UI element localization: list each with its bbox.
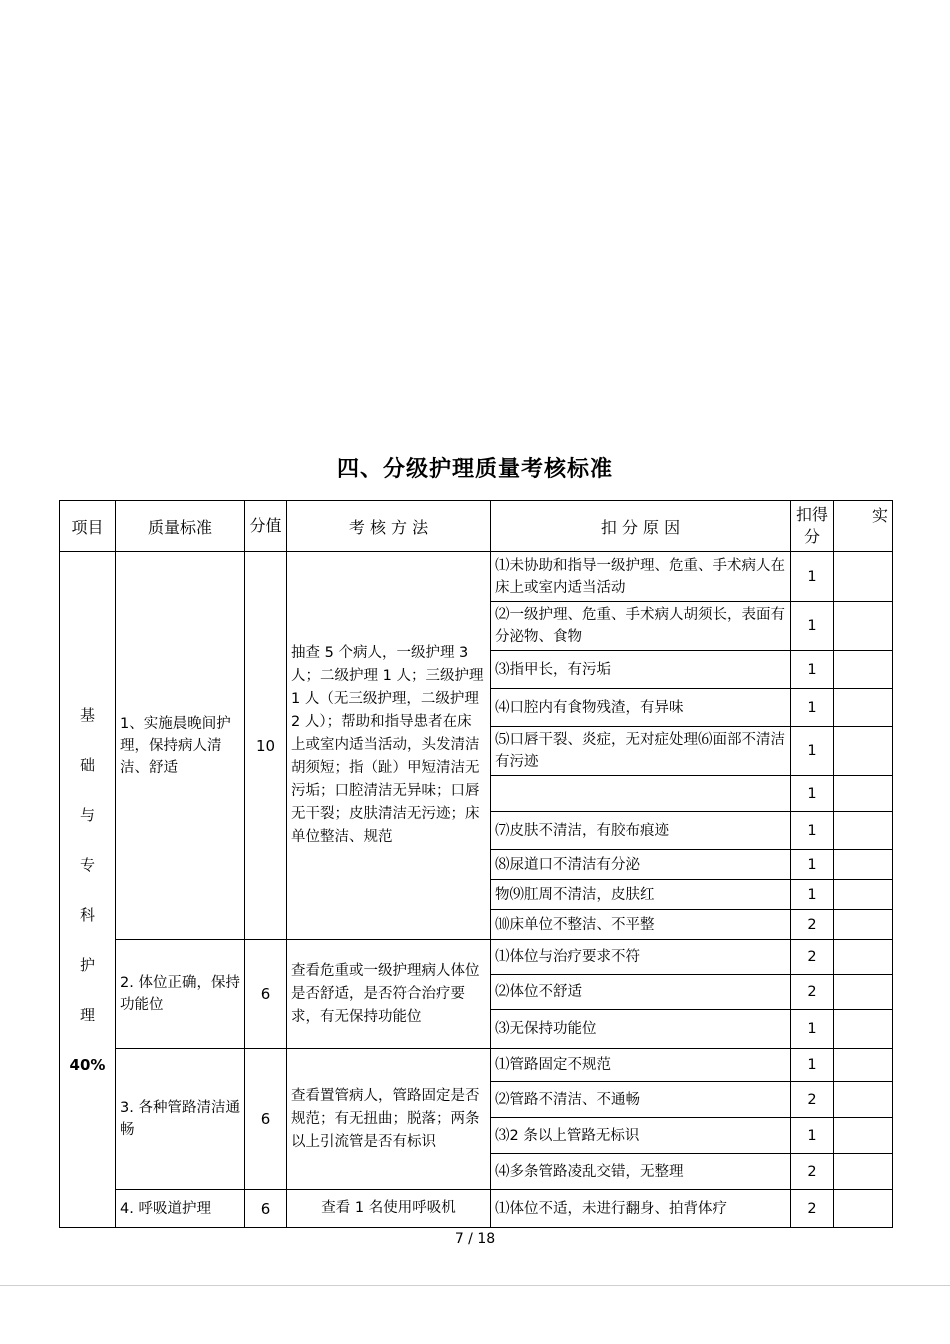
assessment-method: 查看置管病人，管路固定是否规范；有无扭曲；脱落；两条以上引流管是否有标识 (287, 1049, 491, 1190)
score-value: 6 (245, 940, 287, 1049)
table-row (60, 1049, 893, 1082)
deduction-reason: ⑴未协助和指导一级护理、危重、手术病人在床上或室内适当活动 (491, 552, 791, 602)
deduction-score: 2 (791, 1190, 834, 1228)
actual-score-cell (834, 1118, 893, 1154)
deduction-score: 2 (791, 1154, 834, 1190)
deduction-reason: ⑽床单位不整洁、不平整 (491, 910, 791, 940)
actual-score-cell (834, 552, 893, 602)
deduction-reason: ⑵体位不舒适 (491, 975, 791, 1010)
actual-score-cell (834, 1082, 893, 1118)
quality-standard: 4. 呼吸道护理 (116, 1190, 245, 1228)
header-actual: 实 (834, 501, 893, 552)
deduction-reason: ⑴体位不适，未进行翻身、拍背体疗 (491, 1190, 791, 1228)
deduction-reason: ⑴体位与治疗要求不符 (491, 940, 791, 975)
deduction-score: 2 (791, 910, 834, 940)
assessment-method: 查看 1 名使用呼吸机 (287, 1190, 491, 1228)
deduction-reason: ⑵管路不清洁、不通畅 (491, 1082, 791, 1118)
actual-score-cell (834, 850, 893, 880)
score-value: 10 (245, 552, 287, 940)
actual-score-cell (834, 689, 893, 727)
category-char: 理 (79, 1005, 95, 1024)
deduction-score: 1 (791, 1118, 834, 1154)
deduction-reason: ⑴管路固定不规范 (491, 1049, 791, 1082)
deduction-score: 2 (791, 975, 834, 1010)
deduction-score: 1 (791, 552, 834, 602)
assessment-method: 抽查 5 个病人，一级护理 3 人；二级护理 1 人；三级护理 1 人（无三级护理，二级护理 2 人）；帮助和指导患者在床上或室内适当活动，头发清洁胡须短；指（趾）甲短清洁无污垢；口腔清洁无异味；口唇无干裂；皮肤清洁无污迹；床单位整洁、规范 (287, 552, 491, 940)
header-deduct: 扣得分 (791, 501, 834, 552)
deduction-reason: ⑷口腔内有食物残渣，有异味 (491, 689, 791, 727)
header-standard: 质量标准 (116, 501, 245, 552)
header-item: 项目 (60, 501, 116, 552)
deduction-reason: ⑷多条管路凌乱交错，无整理 (491, 1154, 791, 1190)
actual-score-cell (834, 727, 893, 776)
deduction-score: 1 (791, 812, 834, 850)
actual-score-cell (834, 975, 893, 1010)
category-cell (60, 552, 116, 1228)
table-row (60, 940, 893, 975)
header-method: 考 核 方 法 (287, 501, 491, 552)
table-row (60, 552, 893, 602)
assessment-method: 查看危重或一级护理病人体位是否舒适，是否符合治疗要求，有无保持功能位 (287, 940, 491, 1049)
score-value: 6 (245, 1190, 287, 1228)
deduction-score: 2 (791, 1082, 834, 1118)
category-char: 护 (79, 955, 95, 974)
deduction-score: 1 (791, 727, 834, 776)
quality-standard: 3. 各种管路清洁通畅 (116, 1049, 245, 1190)
deduction-reason (491, 776, 791, 812)
actual-score-cell (834, 1154, 893, 1190)
actual-score-cell (834, 940, 893, 975)
page-divider (0, 1285, 950, 1286)
assessment-table (59, 500, 893, 1228)
actual-score-cell (834, 910, 893, 940)
category-char: 础 (79, 755, 95, 774)
deduction-reason: 物⑼肛周不清洁，皮肤红 (491, 880, 791, 910)
actual-score-cell (834, 602, 893, 651)
header-score: 分值 (245, 501, 287, 552)
deduction-reason: ⑻尿道口不清洁有分泌 (491, 850, 791, 880)
actual-score-cell (834, 651, 893, 689)
deduction-reason: ⑶指甲长，有污垢 (491, 651, 791, 689)
category-percent: 40% (69, 1055, 106, 1074)
deduction-reason: ⑶2 条以上管路无标识 (491, 1118, 791, 1154)
deduction-score: 1 (791, 651, 834, 689)
actual-score-cell (834, 776, 893, 812)
deduction-score: 1 (791, 850, 834, 880)
page-number: 7 / 18 (454, 1231, 496, 1247)
actual-score-cell (834, 1049, 893, 1082)
deduction-score: 1 (791, 880, 834, 910)
deduction-score: 1 (791, 776, 834, 812)
deduction-reason: ⑸口唇干裂、炎症，无对症处理⑹面部不清洁有污迹 (491, 727, 791, 776)
deduction-score: 1 (791, 689, 834, 727)
actual-score-cell (834, 880, 893, 910)
deduction-score: 2 (791, 940, 834, 975)
quality-standard: 1、实施晨晚间护理，保持病人清洁、舒适 (116, 552, 245, 940)
table-row (60, 1190, 893, 1228)
score-value: 6 (245, 1049, 287, 1190)
header-reason: 扣 分 原 因 (491, 501, 791, 552)
category-char: 与 (79, 805, 95, 824)
category-char: 科 (79, 905, 95, 924)
deduction-score: 1 (791, 1010, 834, 1049)
header-row (60, 501, 893, 552)
deduction-score: 1 (791, 602, 834, 651)
deduction-reason: ⑺皮肤不清洁，有胶布痕迹 (491, 812, 791, 850)
actual-score-cell (834, 812, 893, 850)
page-title: 四、分级护理质量考核标准 (336, 457, 613, 482)
deduction-score: 1 (791, 1049, 834, 1082)
category-char: 专 (79, 855, 95, 874)
actual-score-cell (834, 1010, 893, 1049)
quality-standard: 2. 体位正确，保持功能位 (116, 940, 245, 1049)
deduction-reason: ⑶无保持功能位 (491, 1010, 791, 1049)
actual-score-cell (834, 1190, 893, 1228)
category-char: 基 (79, 705, 95, 724)
deduction-reason: ⑵一级护理、危重、手术病人胡须长，表面有分泌物、食物 (491, 602, 791, 651)
